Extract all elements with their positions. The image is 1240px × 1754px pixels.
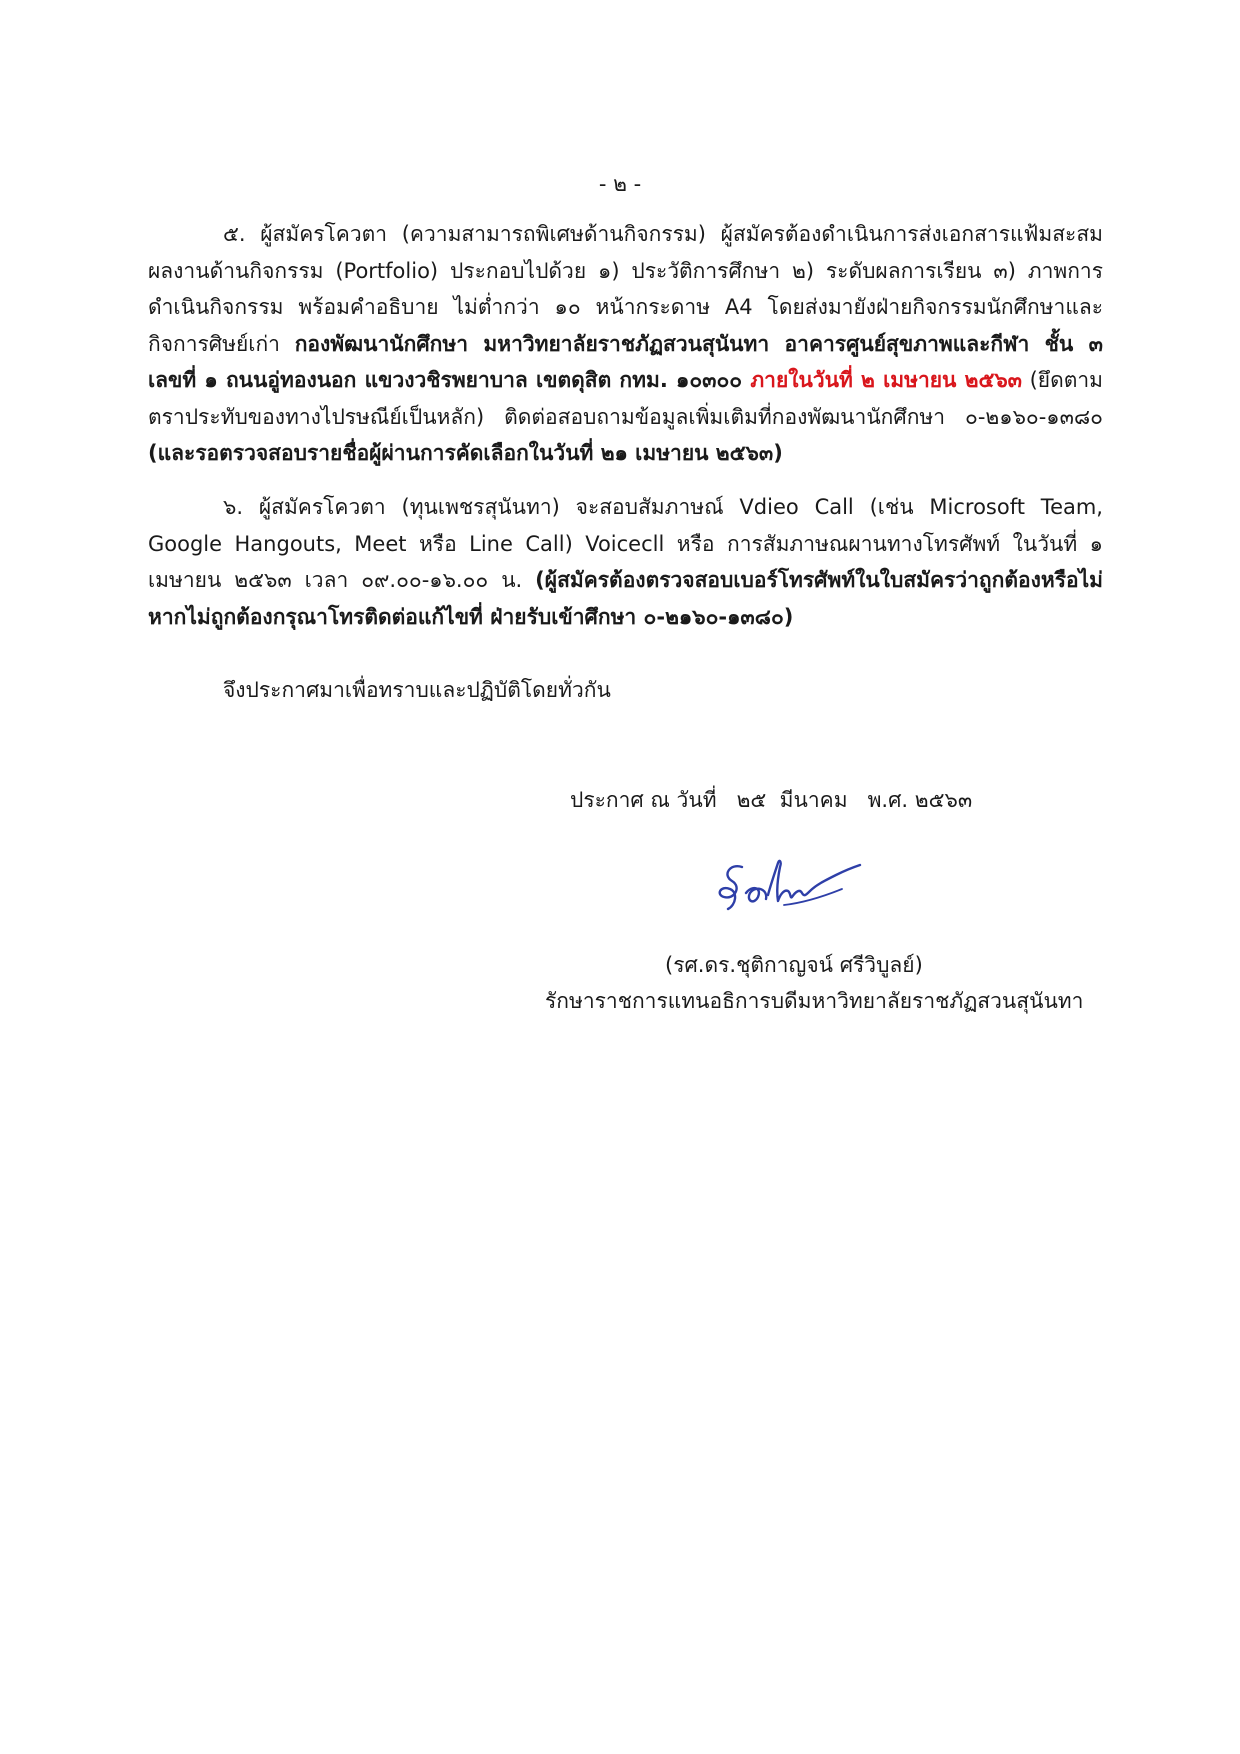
item-5-deadline: ภายในวันที่ ๒ เมษายน ๒๕๖๓ (750, 368, 1023, 392)
handwritten-signature (712, 845, 867, 930)
item-6-text: ๖. ผู้สมัครโควตา (ทุนเพชรสุนันทา) จะสอบสัมภาษณ์ Vdieo Call (เช่น Microsoft Team, Google Hangouts, Meet หรือ Line Call) Voicecll หรือ การสัมภาษณผานทางโทรศัพท์ ในวันที่ ๑ เมษายน ๒๕๖๓ เวลา ๐๙.๐๐-๑๖.๐๐ น. (148, 495, 1103, 592)
item-5-address: กองพัฒนานักศึกษา มหาวิทยาลัยราชภัฏสวนสุนันทา อาคารศูนย์สุขภาพและกีฬา ชั้น ๓ เลขที่ ๑ ถนนอู่ทองนอก แขวงวชิรพยาบาล เขตดุสิต กทม. ๑๐๓๐๐ (148, 331, 1103, 392)
closing-statement: จึงประกาศมาเพื่อทราบและปฏิบัติโดยทั่วกัน (223, 678, 611, 702)
announcement-date: ประกาศ ณ วันที่ ๒๕ มีนาคม พ.ศ. ๒๕๖๓ (570, 788, 973, 812)
signer-title: รักษาราชการแทนอธิการบดีมหาวิทยาลัยราชภัฏสวนสุนันทา (545, 989, 1084, 1013)
item-6-phone-note: (ผู้สมัครต้องตรวจสอบเบอร์โทรศัพท์ในใบสมัครว่าถูกต้องหรือไม่ หากไม่ถูกต้องกรุณาโทรติดต่อแก้ไขที่ ฝ่ายรับเข้าศึกษา ๐-๒๑๖๐-๑๓๘๐) (148, 568, 1103, 629)
item-5-paragraph (148, 216, 1103, 472)
item-5-text: ๕. ผู้สมัครโควตา (ความสามารถพิเศษด้านกิจกรรม) ผู้สมัครต้องดำเนินการส่งเอกสารแฟ้มสะสมผลงานด้านกิจกรรม (Portfolio) ประกอบไปด้วย ๑) ประวัติการศึกษา ๒) ระดับผลการเรียน ๓) ภาพการดำเนินกิจกรรม พร้อมคำอธิบาย ไม่ต่ำกว่า ๑๐ หน้ากระดาษ A4 โดยส่งมายังฝ่ายกิจกรรมนักศึกษาและกิจการศิษย์เก่า (148, 222, 1103, 356)
item-5-announcement-note: (และรอตรวจสอบรายชื่อผู้ผ่านการคัดเลือกในวันที่ ๒๑ เมษายน ๒๕๖๓) (148, 441, 783, 465)
signer-name: (รศ.ดร.ชุติกาญจน์ ศรีวิบูลย์) (665, 953, 923, 977)
page-number: - ๒ - (598, 172, 642, 196)
item-5-contact: (ยึดตามตราประทับของทางไปรษณีย์เป็นหลัก) ติดต่อสอบถามข้อมูลเพิ่มเติมที่กองพัฒนานักศึกษา ๐-๒๑๖๐-๑๓๘๐ (148, 368, 1103, 429)
item-6-paragraph (148, 489, 1103, 635)
